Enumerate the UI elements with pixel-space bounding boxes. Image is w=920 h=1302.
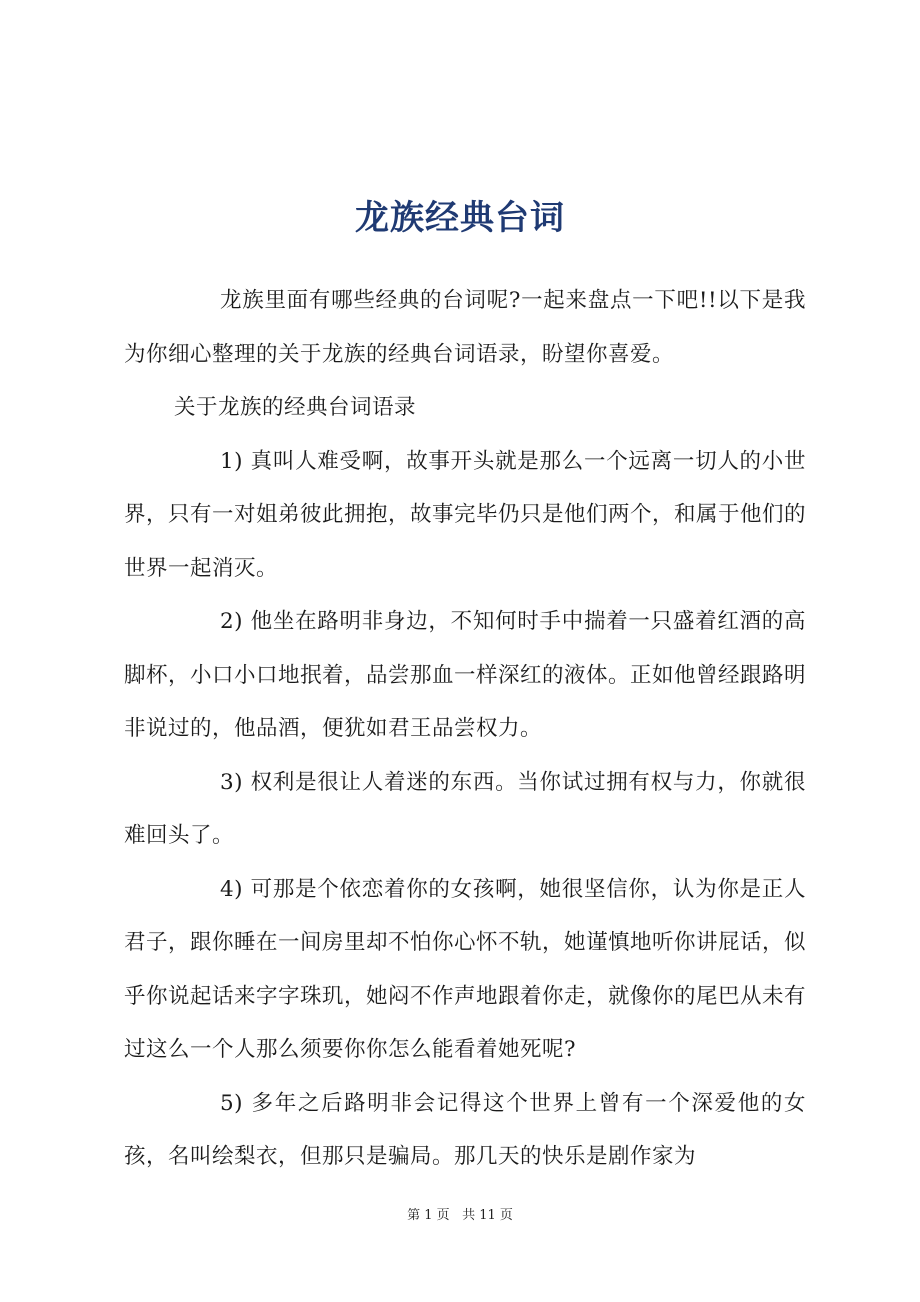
page-footer bbox=[0, 1206, 920, 1226]
quote-paragraph: 4) 可那是个依恋着你的女孩啊，她很坚信你，认为你是正人君子，跟你睡在一间房里却不怕你心怀不轨，她谨慎地听你讲屁话，似乎你说起话来字字珠玑，她闷不作声地跟着你走，就像你的尾巴从未有过这么一个人那么须要你你怎么能看着她死呢? bbox=[124, 876, 807, 1062]
quote-paragraph: 3) 权利是很让人着迷的东西。当你试过拥有权与力，你就很难回头了。 bbox=[124, 769, 806, 848]
section-subtitle: 关于龙族的经典台词语录 bbox=[174, 395, 417, 420]
page-number: 第 1 页 bbox=[407, 1208, 450, 1223]
intro-paragraph: 龙族里面有哪些经典的台词呢?一起来盘点一下吧!!以下是我为你细心整理的关于龙族的经典台词语录，盼望你喜爱。 bbox=[124, 288, 806, 367]
quote-paragraph: 1) 真叫人难受啊，故事开头就是那么一个远离一切人的小世界，只有一对姐弟彼此拥抱，故事完毕仍只是他们两个，和属于他们的世界一起消灭。 bbox=[124, 448, 807, 581]
quote-paragraph: 2) 他坐在路明非身边，不知何时手中揣着一只盛着红酒的高脚杯，小口小口地抿着，品尝那血一样深红的液体。正如他曾经跟路明非说过的，他品酒，便犹如君王品尝权力。 bbox=[124, 609, 807, 741]
quote-paragraph: 5) 多年之后路明非会记得这个世界上曾有一个深爱他的女孩，名叫绘梨衣，但那只是骗局。那几天的快乐是剧作家为 bbox=[124, 1090, 806, 1169]
page-total: 共 11 页 bbox=[462, 1208, 513, 1223]
document-title: 龙族经典台词 bbox=[355, 198, 565, 238]
document-body bbox=[124, 274, 806, 1184]
